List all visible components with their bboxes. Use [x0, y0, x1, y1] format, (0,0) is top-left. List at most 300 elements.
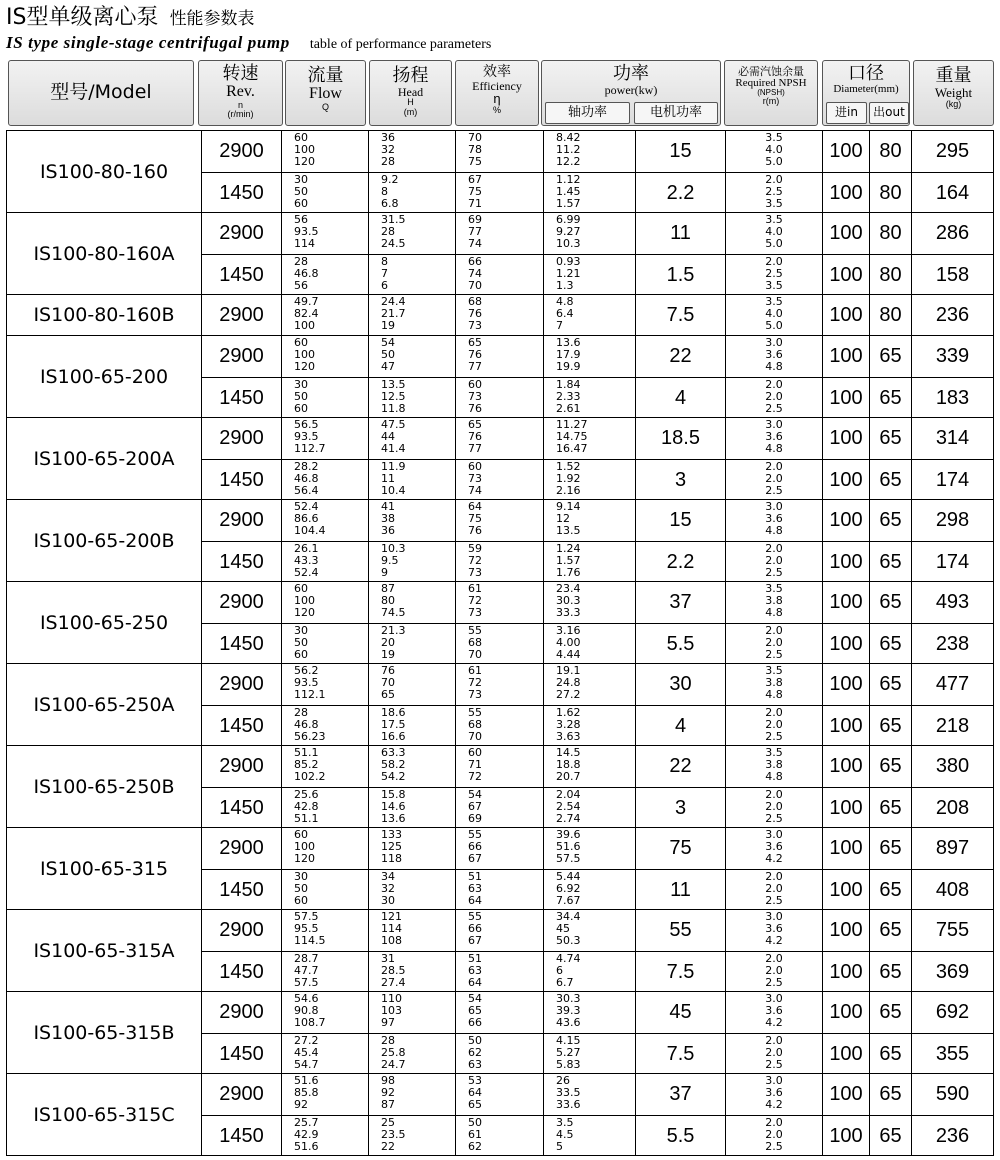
head-value: 28	[381, 225, 395, 238]
header-npsh	[724, 60, 818, 126]
din-cell	[823, 255, 870, 295]
head-value: 98	[381, 1074, 395, 1087]
flow-cell	[282, 582, 369, 623]
din-value: 100	[829, 509, 863, 531]
weight-value: 493	[935, 591, 970, 613]
npsh-cell	[726, 706, 823, 746]
dout-cell	[870, 1116, 912, 1156]
flow-value: 90.8	[294, 1004, 319, 1017]
npsh-value: 2.0	[765, 390, 783, 403]
motor-value: 55	[669, 919, 692, 941]
shaft-value: 0.93	[556, 255, 581, 268]
head-value: 17.5	[381, 718, 406, 731]
weight-value: 314	[935, 427, 970, 449]
din-value: 100	[829, 263, 863, 286]
flow-value: 120	[294, 155, 315, 168]
model-group	[6, 213, 994, 295]
motor-cell	[636, 1074, 726, 1115]
shaft-value: 4.15	[556, 1034, 581, 1047]
weight-value: 369	[935, 960, 970, 983]
dout-cell	[870, 870, 912, 910]
eff-cell	[456, 255, 544, 295]
flow-value: 30	[294, 870, 308, 883]
speed-value: 1450	[219, 878, 264, 901]
npsh-value: 3.6	[765, 840, 783, 853]
weight-value: 208	[935, 796, 970, 819]
weight-value: 339	[935, 345, 970, 367]
dout-cell	[870, 1034, 912, 1074]
flow-value: 120	[294, 606, 315, 619]
shaft-cell	[544, 1034, 636, 1074]
eff-value: 63	[468, 1058, 482, 1071]
weight-cell	[912, 500, 994, 541]
dout-value: 65	[879, 550, 902, 573]
motor-cell	[636, 788, 726, 828]
eff-value: 72	[468, 770, 482, 783]
head-value: 11	[381, 472, 395, 485]
din-cell	[823, 1116, 870, 1156]
performance-table	[6, 130, 994, 1156]
shaft-value: 19.9	[556, 360, 581, 373]
weight-cell	[912, 582, 994, 623]
motor-cell	[636, 500, 726, 541]
eff-value: 66	[468, 255, 482, 268]
head-cell	[369, 1034, 456, 1074]
head-value: 12.5	[381, 390, 406, 403]
header-eff-en: Efficiency	[472, 78, 522, 93]
npsh-value: 2.5	[765, 648, 783, 661]
header-head-sym: H	[407, 97, 414, 108]
model-name: IS100-65-315C	[6, 1074, 202, 1155]
motor-value: 45	[669, 1001, 692, 1023]
head-value: 19	[381, 319, 395, 332]
npsh-value: 2.0	[765, 882, 783, 895]
title-english	[6, 32, 491, 54]
din-value: 100	[829, 878, 863, 901]
eff-value: 51	[468, 952, 482, 965]
shaft-value: 12.2	[556, 155, 581, 168]
eff-value: 77	[468, 225, 482, 238]
npsh-value: 2.5	[765, 402, 783, 415]
eff-value: 73	[468, 566, 482, 579]
table-row	[202, 623, 994, 664]
din-value: 100	[829, 919, 863, 941]
header-eff-cn: 效率	[483, 64, 511, 80]
shaft-value: 16.47	[556, 442, 588, 455]
shaft-value: 24.8	[556, 676, 581, 689]
eff-cell	[456, 1034, 544, 1074]
eff-value: 55	[468, 706, 482, 719]
weight-cell	[912, 213, 994, 254]
title-en-main: IS type single-stage centrifugal pump	[6, 33, 290, 52]
speed-cell	[202, 746, 282, 787]
din-value: 100	[829, 796, 863, 819]
flow-value: 42.8	[294, 800, 319, 813]
model-group	[6, 910, 994, 992]
speed-value: 1450	[219, 1124, 264, 1147]
table-row	[202, 951, 994, 992]
dout-cell	[870, 131, 912, 172]
din-cell	[823, 500, 870, 541]
eff-value: 75	[468, 155, 482, 168]
speed-cell	[202, 1034, 282, 1074]
flow-value: 30	[294, 378, 308, 391]
head-value: 14.6	[381, 800, 406, 813]
din-value: 100	[829, 140, 863, 162]
npsh-cell	[726, 213, 823, 254]
npsh-value: 2.0	[765, 378, 783, 391]
head-value: 19	[381, 648, 395, 661]
table-row	[202, 172, 994, 213]
header-flow-cn: 流量	[307, 65, 344, 86]
eff-value: 55	[468, 828, 482, 841]
head-value: 13.6	[381, 812, 406, 825]
weight-value: 355	[935, 1042, 970, 1065]
npsh-value: 2.0	[765, 788, 783, 801]
dout-value: 65	[879, 960, 902, 983]
npsh-cell	[726, 1034, 823, 1074]
motor-value: 11	[670, 222, 691, 244]
npsh-value: 3.6	[765, 348, 783, 361]
din-cell	[823, 746, 870, 787]
eff-value: 75	[468, 512, 482, 525]
weight-value: 218	[935, 714, 970, 737]
eff-value: 51	[468, 870, 482, 883]
head-value: 47.5	[381, 418, 406, 431]
shaft-value: 1.92	[556, 472, 581, 485]
speed-cell	[202, 336, 282, 377]
shaft-cell	[544, 255, 636, 295]
dout-cell	[870, 542, 912, 582]
din-value: 100	[829, 714, 863, 737]
weight-cell	[912, 173, 994, 213]
dout-cell	[870, 706, 912, 746]
model-group	[6, 582, 994, 664]
shaft-value: 39.6	[556, 828, 581, 841]
npsh-value: 2.5	[765, 1058, 783, 1071]
dout-value: 65	[879, 468, 902, 491]
npsh-value: 4.8	[765, 524, 783, 537]
table-row	[202, 582, 994, 623]
dout-cell	[870, 418, 912, 459]
head-value: 20	[381, 636, 395, 649]
head-value: 8	[381, 255, 388, 268]
head-value: 9	[381, 566, 388, 579]
speed-value: 1450	[219, 714, 264, 737]
flow-value: 28	[294, 706, 308, 719]
head-cell	[369, 952, 456, 992]
speed-cell	[202, 460, 282, 500]
flow-value: 95.5	[294, 922, 319, 935]
shaft-value: 14.5	[556, 746, 581, 759]
npsh-value: 4.2	[765, 1098, 783, 1111]
speed-cell	[202, 870, 282, 910]
head-value: 27.4	[381, 976, 406, 989]
shaft-value: 7	[556, 319, 563, 332]
eff-value: 63	[468, 882, 482, 895]
header-dia-en: Diameter(mm)	[833, 82, 899, 95]
eff-value: 67	[468, 852, 482, 865]
npsh-value: 2.5	[765, 484, 783, 497]
shaft-cell	[544, 131, 636, 172]
eff-value: 68	[468, 636, 482, 649]
eff-cell	[456, 213, 544, 254]
shaft-value: 1.62	[556, 706, 581, 719]
flow-value: 60	[294, 131, 308, 144]
npsh-value: 2.5	[765, 812, 783, 825]
weight-value: 408	[935, 878, 970, 901]
eff-value: 61	[468, 582, 482, 595]
flow-value: 56.23	[294, 730, 326, 743]
eff-value: 73	[468, 606, 482, 619]
shaft-value: 4.5	[556, 1128, 574, 1141]
shaft-value: 5	[556, 1140, 563, 1153]
flow-value: 28.2	[294, 460, 319, 473]
weight-cell	[912, 336, 994, 377]
npsh-value: 2.0	[765, 1116, 783, 1129]
shaft-value: 6	[556, 964, 563, 977]
head-value: 21.7	[381, 307, 406, 320]
flow-cell	[282, 828, 369, 869]
npsh-value: 2.0	[765, 472, 783, 485]
head-cell	[369, 173, 456, 213]
shaft-value: 4.8	[556, 295, 574, 308]
flow-value: 49.7	[294, 295, 319, 308]
din-value: 100	[829, 222, 863, 244]
header-rev-unit: (r/min)	[227, 109, 254, 120]
eff-cell	[456, 788, 544, 828]
head-cell	[369, 460, 456, 500]
dout-value: 80	[879, 140, 902, 162]
shaft-value: 26	[556, 1074, 570, 1087]
eff-value: 68	[468, 295, 482, 308]
head-cell	[369, 828, 456, 869]
head-cell	[369, 746, 456, 787]
npsh-value: 3.5	[765, 279, 783, 292]
shaft-value: 1.24	[556, 542, 581, 555]
weight-value: 298	[935, 509, 970, 531]
flow-cell	[282, 542, 369, 582]
din-cell	[823, 952, 870, 992]
motor-value: 2.2	[666, 181, 695, 204]
shaft-value: 57.5	[556, 852, 581, 865]
flow-value: 114	[294, 237, 315, 250]
flow-value: 57.5	[294, 910, 319, 923]
shaft-value: 2.54	[556, 800, 581, 813]
shaft-value: 5.27	[556, 1046, 581, 1059]
title-chinese	[6, 2, 255, 34]
model-group	[6, 131, 994, 213]
shaft-value: 33.3	[556, 606, 581, 619]
weight-value: 286	[935, 222, 970, 244]
header-eff-unit: %	[492, 104, 501, 115]
shaft-value: 5.83	[556, 1058, 581, 1071]
npsh-value: 4.8	[765, 688, 783, 701]
title-cn-sub: 性能参数表	[169, 9, 255, 29]
dout-cell	[870, 582, 912, 623]
eff-value: 71	[468, 758, 482, 771]
model-name: IS100-65-200A	[6, 418, 202, 499]
motor-cell	[636, 173, 726, 213]
eff-cell	[456, 131, 544, 172]
din-cell	[823, 460, 870, 500]
npsh-value: 3.0	[765, 910, 783, 923]
shaft-cell	[544, 336, 636, 377]
npsh-cell	[726, 992, 823, 1033]
motor-value: 30	[669, 673, 692, 695]
shaft-cell	[544, 582, 636, 623]
flow-cell	[282, 500, 369, 541]
shaft-value: 1.3	[556, 279, 574, 292]
flow-cell	[282, 624, 369, 664]
head-cell	[369, 255, 456, 295]
npsh-value: 3.6	[765, 430, 783, 443]
head-cell	[369, 336, 456, 377]
shaft-value: 6.4	[556, 307, 574, 320]
head-value: 32	[381, 143, 395, 156]
motor-cell	[636, 992, 726, 1033]
shaft-value: 1.76	[556, 566, 581, 579]
eff-value: 74	[468, 484, 482, 497]
shaft-value: 14.75	[556, 430, 588, 443]
flow-cell	[282, 336, 369, 377]
head-value: 32	[381, 882, 395, 895]
motor-value: 5.5	[666, 1124, 695, 1147]
weight-value: 174	[935, 468, 970, 491]
motor-value: 75	[669, 837, 692, 859]
speed-cell	[202, 542, 282, 582]
din-cell	[823, 336, 870, 377]
npsh-value: 5.0	[765, 319, 783, 332]
head-cell	[369, 213, 456, 254]
din-value: 100	[829, 1083, 863, 1105]
dout-cell	[870, 213, 912, 254]
npsh-cell	[726, 746, 823, 787]
eff-value: 76	[468, 307, 482, 320]
shaft-value: 43.6	[556, 1016, 581, 1029]
npsh-cell	[726, 255, 823, 295]
eff-cell	[456, 1116, 544, 1156]
npsh-cell	[726, 870, 823, 910]
weight-value: 236	[935, 1124, 970, 1147]
head-value: 31	[381, 952, 395, 965]
table-row	[202, 1033, 994, 1074]
table-row	[202, 213, 994, 254]
head-value: 13.5	[381, 378, 406, 391]
header-dia-out-label: 出out	[873, 105, 905, 119]
npsh-value: 4.8	[765, 770, 783, 783]
din-value: 100	[829, 386, 863, 409]
din-value: 100	[829, 673, 863, 695]
speed-cell	[202, 910, 282, 951]
npsh-cell	[726, 788, 823, 828]
dout-cell	[870, 664, 912, 705]
shaft-cell	[544, 992, 636, 1033]
header-rev-cn: 转速	[222, 63, 259, 84]
npsh-value: 4.8	[765, 606, 783, 619]
motor-cell	[636, 336, 726, 377]
eff-value: 65	[468, 1004, 482, 1017]
flow-value: 112.7	[294, 442, 326, 455]
table-row	[202, 787, 994, 828]
model-group	[6, 828, 994, 910]
shaft-value: 3.28	[556, 718, 581, 731]
shaft-value: 33.6	[556, 1098, 581, 1111]
eff-value: 72	[468, 594, 482, 607]
weight-cell	[912, 828, 994, 869]
shaft-cell	[544, 418, 636, 459]
dout-value: 65	[879, 509, 902, 531]
head-value: 16.6	[381, 730, 406, 743]
eff-value: 73	[468, 319, 482, 332]
head-cell	[369, 542, 456, 582]
motor-value: 5.5	[666, 632, 695, 655]
head-value: 11.9	[381, 460, 406, 473]
npsh-value: 4.0	[765, 143, 783, 156]
din-cell	[823, 1034, 870, 1074]
dout-cell	[870, 788, 912, 828]
eff-value: 78	[468, 143, 482, 156]
eff-cell	[456, 378, 544, 418]
header-rev-sym: n	[237, 99, 243, 110]
motor-value: 7.5	[666, 960, 695, 983]
table-row	[202, 295, 994, 336]
shaft-cell	[544, 295, 636, 336]
flow-value: 43.3	[294, 554, 319, 567]
model-group	[6, 500, 994, 582]
eff-cell	[456, 173, 544, 213]
npsh-cell	[726, 664, 823, 705]
header-weight-en: Weight	[934, 84, 973, 100]
speed-value: 1450	[219, 386, 264, 409]
din-value: 100	[829, 1001, 863, 1023]
head-value: 54	[381, 336, 395, 349]
motor-value: 4	[674, 714, 687, 737]
flow-value: 60	[294, 402, 308, 415]
dout-value: 65	[879, 1001, 902, 1023]
header-weight-cn: 重量	[935, 65, 972, 86]
flow-value: 30	[294, 173, 308, 186]
npsh-value: 5.0	[765, 237, 783, 250]
npsh-value: 4.0	[765, 307, 783, 320]
shaft-value: 3.5	[556, 1116, 574, 1129]
motor-value: 15	[669, 509, 692, 531]
shaft-value: 4.00	[556, 636, 581, 649]
head-value: 24.4	[381, 295, 406, 308]
dout-value: 65	[879, 1124, 902, 1147]
model-name: IS100-65-200B	[6, 500, 202, 581]
shaft-cell	[544, 378, 636, 418]
npsh-value: 2.5	[765, 730, 783, 743]
dout-value: 65	[879, 427, 902, 449]
dout-value: 65	[879, 1083, 902, 1105]
din-value: 100	[829, 960, 863, 983]
motor-value: 2.2	[666, 550, 695, 573]
eff-value: 76	[468, 402, 482, 415]
model-group	[6, 746, 994, 828]
motor-cell	[636, 378, 726, 418]
npsh-value: 3.5	[765, 746, 783, 759]
din-value: 100	[829, 837, 863, 859]
head-value: 70	[381, 676, 395, 689]
eff-value: 70	[468, 131, 482, 144]
weight-cell	[912, 1116, 994, 1156]
weight-cell	[912, 706, 994, 746]
eff-value: 68	[468, 718, 482, 731]
head-value: 103	[381, 1004, 402, 1017]
eff-value: 50	[468, 1116, 482, 1129]
flow-value: 25.7	[294, 1116, 319, 1129]
